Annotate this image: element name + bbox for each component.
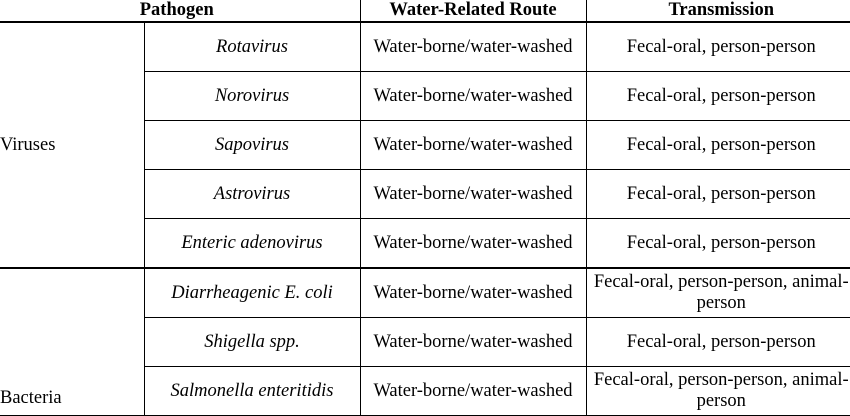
group-label-viruses: Viruses (0, 22, 144, 268)
header-water-route: Water-Related Route (360, 0, 586, 22)
transmission-cell: Fecal-oral, person-person (586, 121, 850, 170)
table-row (0, 268, 850, 318)
transmission-cell: Fecal-oral, person-person, animal-person (586, 268, 850, 318)
route-cell: Water-borne/water-washed (360, 268, 586, 318)
pathogen-name: Shigella spp. (144, 318, 360, 367)
transmission-cell: Fecal-oral, person-person (586, 170, 850, 219)
route-cell: Water-borne/water-washed (360, 22, 586, 72)
route-cell: Water-borne/water-washed (360, 121, 586, 170)
route-cell: Water-borne/water-washed (360, 170, 586, 219)
route-cell: Water-borne/water-washed (360, 219, 586, 269)
table-row (0, 22, 850, 72)
transmission-cell: Fecal-oral, person-person, animal-person (586, 367, 850, 416)
pathogen-name: Astrovirus (144, 170, 360, 219)
transmission-cell: Fecal-oral, person-person (586, 22, 850, 72)
pathogen-name: Rotavirus (144, 22, 360, 72)
route-cell: Water-borne/water-washed (360, 72, 586, 121)
pathogen-name: Diarrheagenic E. coli (144, 268, 360, 318)
header-pathogen: Pathogen (0, 0, 360, 22)
header-transmission: Transmission (586, 0, 850, 22)
header-row (0, 0, 850, 22)
route-cell: Water-borne/water-washed (360, 367, 586, 416)
transmission-cell: Fecal-oral, person-person (586, 72, 850, 121)
pathogen-name: Salmonella enteritidis (144, 367, 360, 416)
transmission-cell: Fecal-oral, person-person (586, 318, 850, 367)
pathogen-name: Norovirus (144, 72, 360, 121)
pathogen-name: Enteric adenovirus (144, 219, 360, 269)
route-cell: Water-borne/water-washed (360, 318, 586, 367)
pathogen-name: Sapovirus (144, 121, 360, 170)
group-label-bacteria: Bacteria (0, 268, 144, 416)
transmission-cell: Fecal-oral, person-person (586, 219, 850, 269)
